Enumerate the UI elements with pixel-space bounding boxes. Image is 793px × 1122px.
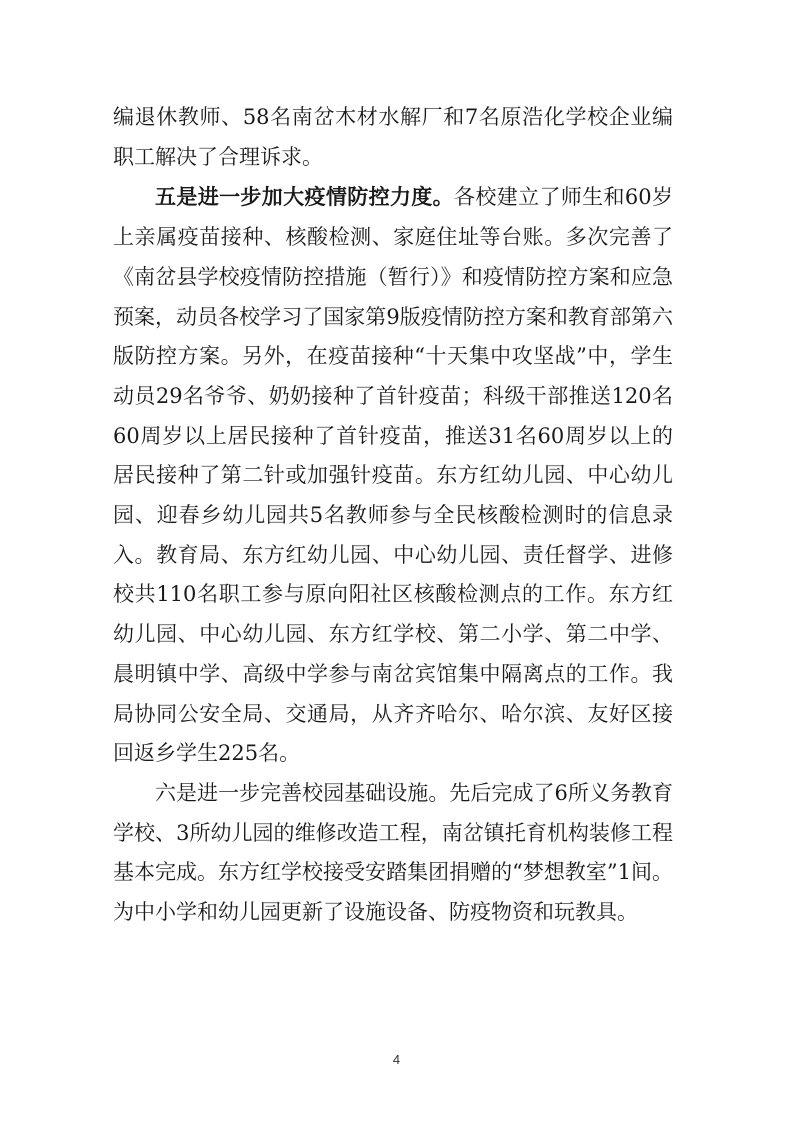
document-body	[113, 98, 673, 933]
page-number: 4	[392, 1052, 401, 1067]
paragraph-text: 编退休教师、58名南岔木材水解厂和7名原浩化学校企业编职工解决了合理诉求。	[113, 105, 673, 169]
paragraph-text: 各校建立了师生和60岁上亲属疫苗接种、核酸检测、家庭住址等台账。多次完善了《南岔县学校疫情防控措施（暂行）》和疫情防控方案和应急预案，动员各校学习了国家第9版疫情防控方案和教育部第六版防控方案。另外，在疫苗接种“十天集中攻坚战”中，学生动员29名爷爷、奶奶接种了首针疫苗；科级干部推送120名60周岁以上居民接种了首针疫苗，推送31名60周岁以上的居民接种了第二针或加强针疫苗。东方红幼儿园、中心幼儿园、迎春乡幼儿园共5名教师参与全民核酸检测时的信息录入。教育局、东方红幼儿园、中心幼儿园、责任督学、进修校共110名职工参与原向阳社区核酸检测点的工作。东方红幼儿园、中心幼儿园、东方红学校、第二小学、第二中学、晨明镇中学、高级中学参与南岔宾馆集中隔离点的工作。我局协同公安全局、交通局，从齐齐哈尔、哈尔滨、友好区接回返乡学生225名。	[113, 185, 673, 766]
paragraph-infrastructure	[113, 774, 673, 933]
paragraph-continued	[113, 98, 673, 177]
paragraph-heading: 五是进一步加大疫情防控力度。	[155, 184, 455, 210]
paragraph-heading: 六是进一步完善校园基础设施。	[155, 780, 450, 805]
paragraph-text: 先后完成了6所义务教育学校、3所幼儿园的维修改造工程，南岔镇托育机构装修工程基本完成。东方红学校接受安踏集团捐赠的“梦想教室”1间。为中小学和幼儿园更新了设施设备、防疫物资和玩教具。	[113, 780, 673, 925]
paragraph-epidemic-control	[113, 177, 673, 774]
